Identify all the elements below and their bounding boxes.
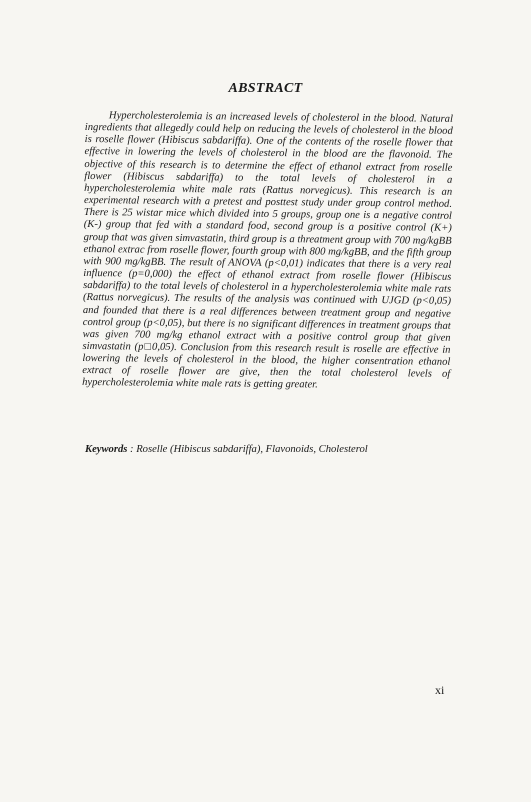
keywords-text: : Roselle (Hibiscus sabdariffa), Flavonoids, Cholesterol <box>130 444 368 455</box>
abstract-paragraph: Hypercholesterolemia is an increased levels of cholesterol in the blood. Natural ingredients that allegedly could help on reducing the levels of cholesterol in the blood is roselle flower (Hibiscus sabdariffa). One of the contents of the roselle flower that effective in lowering the levels of cholesterol in the blood are the flavonoid. The objective of this research is to determine the effect of ethanol extract from roselle flower (Hibiscus sabdariffa) to the total levels of cholesterol in a hypercholesterolemia white male rats (Rattus norvegicus). This research is an experimental research with a pretest and posttest study under group control method. There is 25 wistar mice which divided into 5 groups, group one is a negative control (K-) group that fed with a standard food, second group is a positive control (K+) group that was given simvastatin, third group is a threatment group with 700 mg/kgBB ethanol extrac from roselle flower, fourth group with 800 mg/kgBB, and the fifth group with 900 mg/kgBB. The result of ANOVA (p<0,01) indicates that there is a very real influence (p=0,000) the effect of ethanol extract from roselle flower (Hibiscus sabdariffa) to the total levels of cholesterol in a hypercholesterolemia white male rats (Rattus norvegicus). The results of the analysis was continued with UJGD (p<0,05) and founded that there is a real differences between treatment group and negative control group (p<0,05), but there is no significant differences in treatment groups that was given 700 mg/kg ethanol extract with a positive control group that given simvastatin (p□0,05). Conclusion from this research result is roselle are effective in lowering the levels of cholesterol in the blood, the higher consentration ethanol extract of roselle flower are give, then the total cholesterol levels of hypercholesterolemia white male rats is getting greater. <box>82 110 453 391</box>
keywords-line <box>85 444 465 455</box>
abstract-body <box>82 110 453 393</box>
abstract-title: ABSTRACT <box>228 81 303 96</box>
page-number: xi <box>435 683 445 697</box>
keywords-label: Keywords <box>85 444 128 455</box>
